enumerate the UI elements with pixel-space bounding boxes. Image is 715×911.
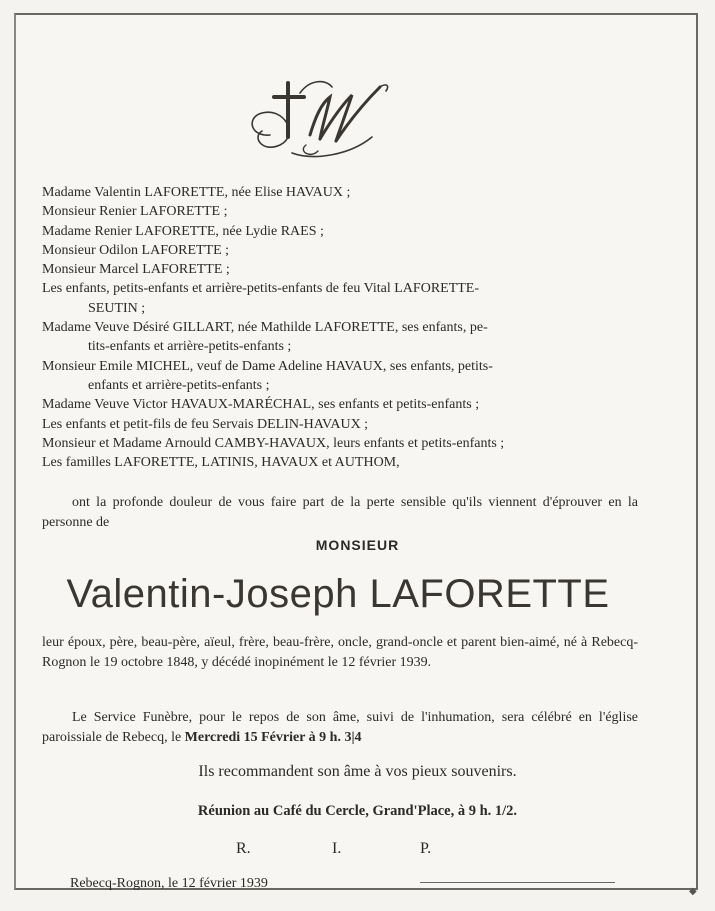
mourner-line-continuation: SEUTIN ; bbox=[88, 300, 146, 316]
mourner-line: Monsieur Odilon LAFORETTE ; bbox=[42, 242, 230, 258]
rip-letter-i: I. bbox=[332, 840, 342, 857]
mourner-line bbox=[42, 318, 642, 357]
mourner-line: Monsieur Renier LAFORETTE ; bbox=[42, 204, 228, 220]
mourner-line-part: Monsieur Emile MICHEL, veuf de Dame Adeline HAVAUX, ses enfants, petits- bbox=[42, 358, 493, 374]
mourner-line: Les familles LAFORETTE, LATINIS, HAVAUX et AUTHOM, bbox=[42, 455, 400, 471]
mourner-line: Madame Valentin LAFORETTE, née Elise HAVAUX ; bbox=[42, 185, 351, 200]
rip-letter-r: R. bbox=[236, 840, 251, 857]
mourner-line: Monsieur et Madame Arnould CAMBY-HAVAUX, leurs enfants et petits-enfants ; bbox=[42, 435, 505, 451]
signature-line bbox=[420, 882, 615, 883]
mourner-line: Madame Veuve Victor HAVAUX-MARÉCHAL, ses enfants et petits-enfants ; bbox=[42, 397, 480, 413]
rip-letter-p: P. bbox=[420, 840, 432, 857]
reunion-line: Réunion au Café du Cercle, Grand'Place, à 9 h. 1/2. bbox=[197, 803, 518, 819]
place-and-date: Rebecq-Rognon, le 12 février 1939 bbox=[70, 876, 268, 891]
mourner-line-part: Les enfants, petits-enfants et arrière-petits-enfants de feu Vital LAFORETTE- bbox=[42, 281, 480, 297]
mourner-line-part: Madame Veuve Désiré GILLART, née Mathilde LAFORETTE, ses enfants, pe- bbox=[42, 320, 488, 336]
page-mark: ◆ bbox=[689, 886, 697, 897]
mourners-list bbox=[42, 183, 642, 472]
service-text: Le Service Funèbre, pour le repos de son âme, suivi de l'inhumation, sera célébré en l'église paroissiale de Rebecq, le bbox=[42, 710, 638, 745]
honorific: MONSIEUR bbox=[315, 537, 400, 553]
mourner-line: Madame Renier LAFORETTE, née Lydie RAES ; bbox=[42, 223, 324, 239]
mourner-line: Monsieur Marcel LAFORETTE ; bbox=[42, 262, 230, 278]
mourner-line-continuation: enfants et arrière-petits-enfants ; bbox=[88, 377, 270, 393]
cross-monogram-icon bbox=[240, 75, 395, 170]
mourner-line bbox=[42, 279, 642, 318]
mourner-line: Les enfants et petit-fils de feu Servais DELIN-HAVAUX ; bbox=[42, 416, 369, 432]
biography-paragraph: leur époux, père, beau-père, aïeul, frère, beau-frère, oncle, grand-oncle et parent bien-aimé, né à Rebecq-Rognon le 19 octobre 1848, y décédé inopinément le 12 février 1939. bbox=[42, 635, 638, 670]
mourner-line bbox=[42, 357, 642, 396]
service-date: Mercredi 15 Février à 9 h. 3|4 bbox=[184, 729, 362, 745]
mourner-line-continuation: tits-enfants et arrière-petits-enfants ; bbox=[88, 339, 292, 355]
intro-paragraph: ont la profonde douleur de vous faire part de la perte sensible qu'ils viennent d'éprouver en la personne de bbox=[42, 495, 638, 530]
funeral-service-paragraph bbox=[42, 708, 638, 747]
deceased-name: Valentin-Joseph LAFORETTE bbox=[66, 572, 610, 616]
recommendation-line: Ils recommandent son âme à vos pieux souvenirs. bbox=[198, 763, 517, 780]
